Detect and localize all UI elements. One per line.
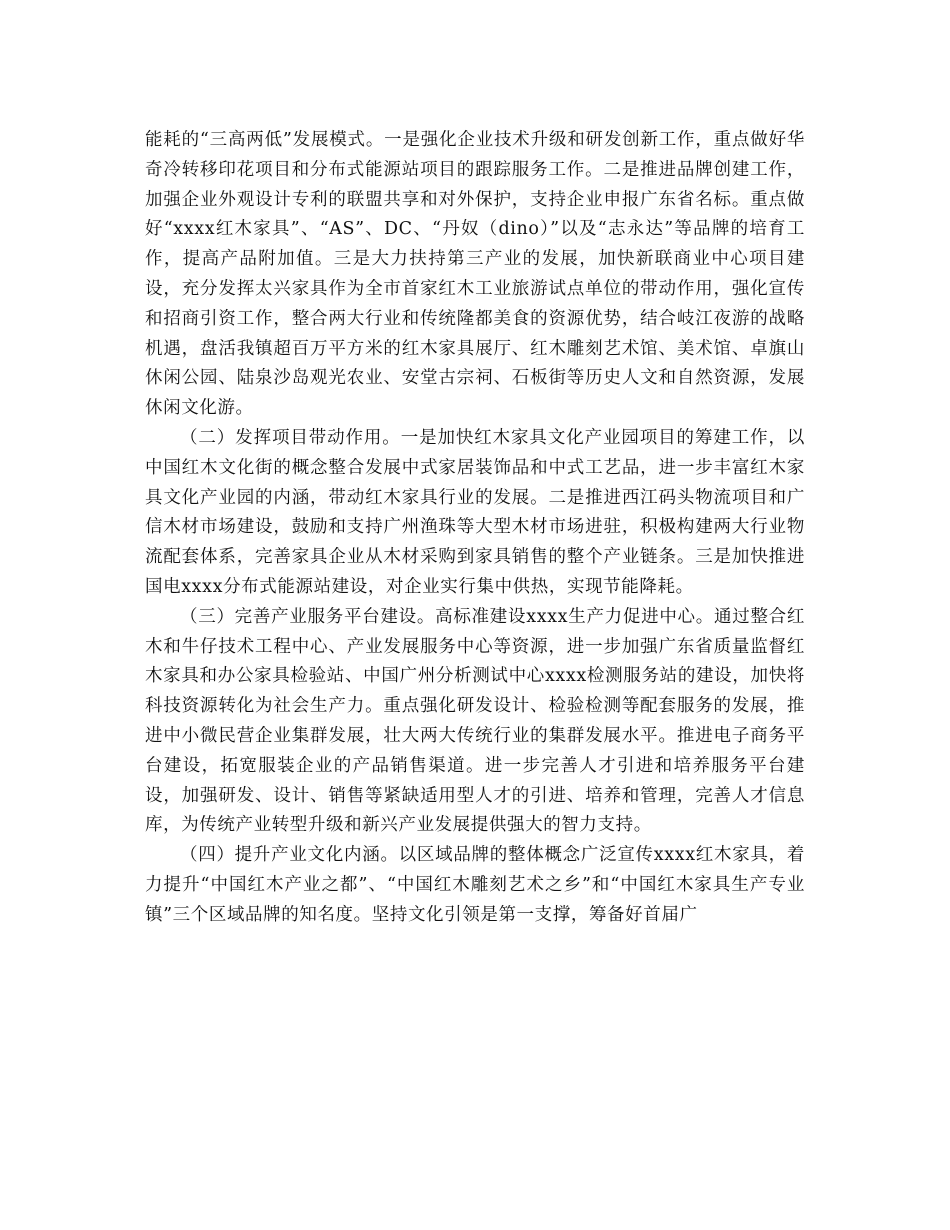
document-body	[145, 126, 805, 931]
paragraph-industry-culture: （四）提升产业文化内涵。以区域品牌的整体概念广泛宣传xxxx红木家具，着力提升“中国红木产业之都”、“中国红木雕刻艺术之乡”和“中国红木家具生产专业镇”三个区域品牌的知名度。坚持文化引领是第一支撑，筹备好首届广	[145, 845, 805, 925]
paragraph-continued: 能耗的“三高两低”发展模式。一是强化企业技术升级和研发创新工作，重点做好华奇冷转移印花项目和分布式能源站项目的跟踪服务工作。二是推进品牌创建工作，加强企业外观设计专利的联盟共享和对外保护，支持企业申报广东省名标。重点做好“xxxx红木家具”、“AS”、DC、“丹奴（dino）”以及“志永达”等品牌的培育工作，提高产品附加值。三是大力扶持第三产业的发展，加快新联商业中心项目建设，充分发挥太兴家具作为全市首家红木工业旅游试点单位的带动作用，强化宣传和招商引资工作，整合两大行业和传统隆都美食的资源优势，结合岐江夜游的战略机遇，盘活我镇超百万平方米的红木家具展厅、红木雕刻艺术馆、美术馆、卓旗山休闲公园、陆泉沙岛观光农业、安堂古宗祠、石板街等历史人文和自然资源，发展休闲文化游。	[145, 130, 805, 419]
paragraph-project-driven: （二）发挥项目带动作用。一是加快红木家具文化产业园项目的筹建工作，以中国红木文化街的概念整合发展中式家居装饰品和中式工艺品，进一步丰富红木家具文化产业园的内涵，带动红木家具行业的发展。二是推进西江码头物流项目和广信木材市场建设，鼓励和支持广州渔珠等大型木材市场进驻，积极构建两大行业物流配套体系，完善家具企业从木材采购到家具销售的整个产业链条。三是加快推进国电xxxx分布式能源站建设，对企业实行集中供热，实现节能降耗。	[145, 427, 805, 597]
paragraph-service-platform: （三）完善产业服务平台建设。高标准建设xxxx生产力促进中心。通过整合红木和牛仔技术工程中心、产业发展服务中心等资源，进一步加强广东省质量监督红木家具和办公家具检验站、中国广州分析测试中心xxxx检测服务站的建设，加快将科技资源转化为社会生产力。重点强化研发设计、检验检测等配套服务的发展，推进中小微民营企业集群发展，壮大两大传统行业的集群发展水平。推进电子商务平台建设，拓宽服装企业的产品销售渠道。进一步完善人才引进和培养服务平台建设，加强研发、设计、销售等紧缺适用型人才的引进、培养和管理，完善人才信息库，为传统产业转型升级和新兴产业发展提供强大的智力支持。	[145, 606, 805, 836]
